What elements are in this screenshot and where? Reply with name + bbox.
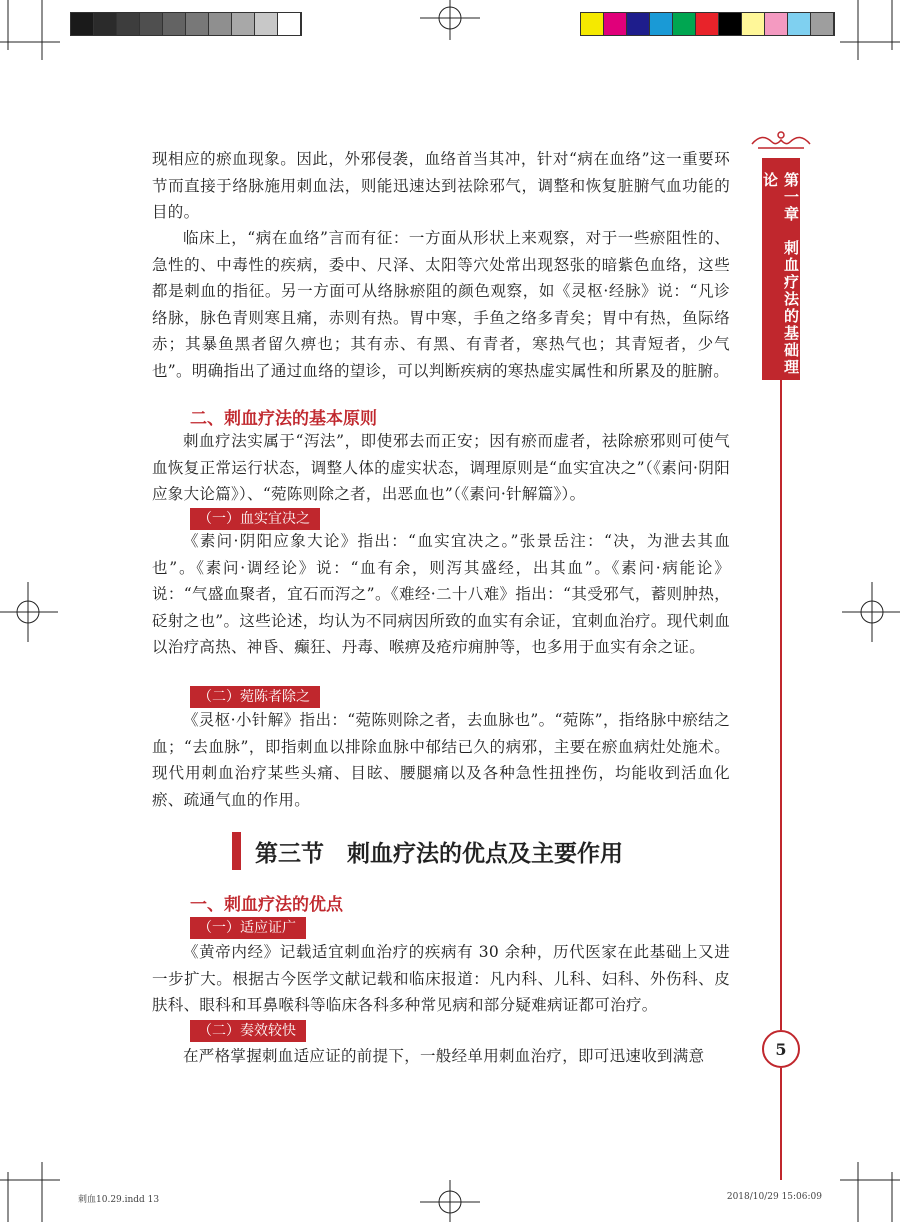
chapter-side-tab: 第一章 刺血疗法的基础理论 — [762, 158, 800, 380]
paragraph: 现相应的瘀血现象。因此，外邪侵袭，血络首当其冲，针对“病在血络”这一重要环节而直接于络脉施用刺血法，则能迅速达到祛除邪气，调整和恢复脏腑气血功能的目的。 — [152, 150, 730, 221]
registration-target-bottom — [420, 1180, 480, 1222]
paragraph: 临床上，“病在血络”言而有征：一方面从形状上来观察，对于一些瘀阻性的、急性的、中毒性的疾病，委中、尺泽、太阳等穴处常出现怒张的暗紫色血络，这些都是刺血的指征。另一方面可从络脉瘀阻的颜色观察，如《灵枢·经脉》说：“凡诊络脉，脉色青则寒且痛，赤则有热。胃中寒，手鱼之络多青矣；胃中有热，鱼际络赤；其暴鱼黑者留久痹也；其有赤、有黑、有青者，寒热气也；其青短者，少气也”。明确指出了通过血络的望诊，可以判断疾病的寒热虚实属性和所累及的脏腑。 — [152, 229, 730, 380]
footer-file-info: 刺血10.29.indd 13 — [78, 1195, 160, 1205]
subheading-box: （二）菀陈者除之 — [190, 686, 320, 708]
heading-advantages: 一、刺血疗法的优点 — [190, 895, 343, 915]
section-title-bar — [232, 832, 241, 870]
paragraph: 刺血疗法实属于“泻法”，即使邪去而正安；因有瘀而虚者，祛除瘀邪则可使气血恢复正常运行状态，调整人体的虚实状态，调理原则是“血实宜决之”（《素问·阴阳应象大论篇》）、“菀陈则除之者，出恶血也”（《素问·针解篇》）。 — [152, 432, 730, 503]
heading-principles: 二、刺血疗法的基本原则 — [190, 409, 377, 429]
section-title-text: 第三节 刺血疗法的优点及主要作用 — [255, 839, 623, 867]
subheading-box: （二）奏效较快 — [190, 1020, 306, 1042]
section-title — [232, 832, 623, 870]
side-divider-line — [780, 380, 782, 1030]
page-number: 5 — [762, 1030, 800, 1068]
paragraph: 在严格掌握刺血适应证的前提下，一般经单用刺血治疗，即可迅速收到满意 — [183, 1047, 705, 1065]
ornament-icon — [748, 126, 814, 152]
side-divider-line — [780, 1068, 782, 1180]
footer-timestamp: 2018/10/29 15:06:09 — [726, 1192, 822, 1202]
subheading-box: （一）血实宜决之 — [190, 508, 320, 530]
registration-target-left — [0, 582, 58, 642]
paragraph: 《素问·阴阳应象大论》指出：“血实宜决之。”张景岳注：“决，为泄去其血也”。《素问·调经论》说：“血有余，则泻其盛经，出其血”。《素问·病能论》说：“气盛血聚者，宜石而泻之”。《难经·二十八难》指出：“其受邪气，蓄则肿热，砭射之也”。这些论述，均认为不同病因所致的血实有余证，宜刺血治疗。现代刺血以治疗高热、神昏、癫狂、丹毒、喉痹及疮疖痈肿等，也多用于血实有余之证。 — [152, 532, 730, 656]
registration-target-right — [842, 582, 900, 642]
paragraph: 《灵枢·小针解》指出：“菀陈则除之者，去血脉也”。“菀陈”，指络脉中瘀结之血；“去血脉”，即指刺血以排除血脉中郁结已久的病邪，主要在瘀血病灶处施术。现代用刺血治疗某些头痛、目眩、腰腿痛以及各种急性扭挫伤，均能收到活血化瘀、疏通气血的作用。 — [152, 711, 730, 809]
subheading-box: （一）适应证广 — [190, 917, 306, 939]
paragraph: 《黄帝内经》记载适宜刺血治疗的疾病有 30 余种，历代医家在此基础上又进一步扩大。根据古今医学文献记载和临床报道：凡内科、儿科、妇科、外伤科、皮肤科、眼科和耳鼻喉科等临床各科多种常见病和部分疑难病证都可治疗。 — [152, 943, 730, 1014]
registration-target-top — [420, 0, 480, 40]
